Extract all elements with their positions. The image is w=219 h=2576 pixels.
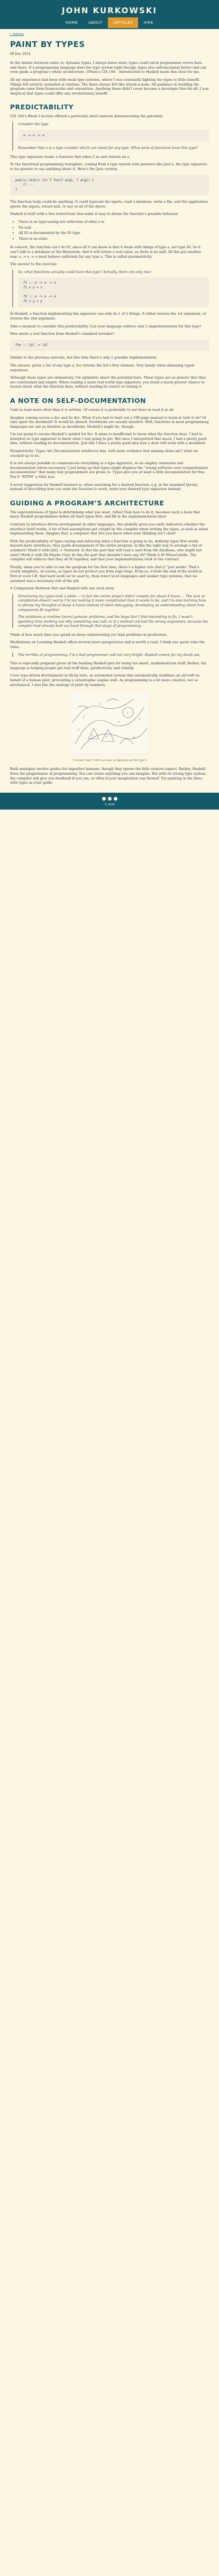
list-item: • All IO is documented by the IO type.	[19, 231, 209, 236]
article	[0, 32, 219, 785]
social-links	[0, 797, 219, 803]
quote-text: Remember that a is a type variable which can stand for any type. What sorts of functions have this type?	[18, 146, 198, 151]
restriction-list	[19, 220, 209, 241]
nav-home[interactable]: HOME	[66, 21, 78, 25]
svg-text:2: 2	[99, 702, 101, 706]
svg-text:6: 6	[133, 737, 135, 740]
paragraph: The answer: given a list of any type a, foo returns the list’s first element. Very handy when skimming typed sequences.	[10, 363, 194, 372]
code-block: foo :: [a] -> [a]	[10, 340, 209, 352]
list-item: • No null.	[19, 225, 209, 230]
github-icon[interactable]	[102, 797, 106, 801]
svg-text:3: 3	[91, 734, 93, 738]
paragraph: In Haskell, a function implementing this signature can only do 1 of 2 things. It either returns the 1st argument, or returns the 2nd argument.	[10, 312, 206, 321]
figure-caption: “A scenic view” (Off is as easy as figuring out the type”)	[72, 758, 147, 762]
paragraph: In concert, the function can’t do IO, since all it can know is that it deals with things of type a, not type IO. So it can’t talk to a database or the filesystem. And it will return a real value, as there is no null. All this put another way: a -> a -> a must behave uniformly for any type a. This is called parametricity.	[10, 245, 202, 259]
paragraph: Contrary to interface-driven development in other languages, this globally gives you early indicators whether the interface itself works. A lot of bad assumptions get caught by the compiler when writing the types, as well as when implementing them. Imagine that, a computer that lets you know when your thinking isn’t clear!	[10, 522, 208, 536]
paragraph: How about a real function from Haskell’s standard includes?	[10, 332, 115, 336]
quote-text: So, what functions actually could have this type? Actually, there are only two!	[18, 269, 152, 274]
section-heading: GUIDING A PROGRAM’S ARCHITECTURE	[10, 499, 165, 507]
paragraph: Although these types are elementary, I’m optimistic about the potential here. These types are so generic that they are constrained and simple. When reading a more real world type signature, you stand a much greater chance to reason about what the function does, without reading its source or testing it.	[10, 375, 206, 389]
paragraph: It is not always possible to communicate everything in a type signature, so do employ comments and documentation where necessary. I just bring up that types might displace the “wrong software over comprehensive documentation” that many lazy programmers are prone to. Types give you at least a little documentation for free. You’d “RTFM” a little less.	[10, 461, 208, 480]
svg-text:4: 4	[117, 721, 120, 725]
paint-by-numbers-image	[10, 691, 209, 756]
paragraph: Both analogies involve guides for imperfect humans, though they ignore the fully creative aspect. Rather, Haskell frees the programmer of programming. You can create anything you can imagine. But with its strong type system, the compiler will give you feedback if you can, or often if your imagination was flawed! Try painting in the lines, with types as your guide.	[10, 767, 207, 785]
svg-text:3: 3	[139, 718, 141, 722]
site-title[interactable]: JOHN KURKOWSKI	[61, 6, 157, 15]
quote-text: The problems at runtime [were] genuine problems, and the bugs that I find interesting to fix. I wasn’t spending time working out why something was null, or if a method call had the wrong arguments, because the compiler had already held my hand through that stage of programming.	[18, 615, 208, 628]
paragraph: The answer to the exercise:	[10, 262, 58, 267]
quote-text: Consider the type	[18, 121, 49, 126]
quote-text: The terrible at programming. I’m a bad programmer and not very bright. Haskell covers for my dumb ass.	[18, 652, 201, 657]
nav-articles[interactable]: ARTICLES	[108, 17, 138, 28]
rss-icon[interactable]	[114, 797, 117, 801]
intro-paragraph: In the debate between static vs. dynamic types, I always knew static types could catch programmer errors here and there. If a programming language does the type system right though, types also self-document better and can even guide a program’s whole architecture. UPenn’s CIS 194 – Introduction to Haskell made this clear for me.	[10, 61, 206, 74]
paragraph: Haskell is built with a few restrictions that make it easy to divine the function’s possible behavior.	[10, 212, 179, 217]
post-title: PAINT BY TYPES	[10, 39, 85, 49]
blockquote	[12, 653, 209, 657]
paragraph: I’m not going to excuse Haskell’s symbol for foo. It alone is insufficient to know what the function does. I had to interpret its type signature to know what I was going to get. But once I interpreted that much, I had a pretty good idea, without reading its documentation. Just like I have a pretty good idea how a door will work with a doorknob.	[10, 432, 207, 446]
code-block: a -> a -> a	[18, 130, 209, 142]
paragraph: Similar to the previous exercise, but this time there’s only 1 possible implementation.	[10, 355, 158, 360]
paragraph: A novel suggestion for Haskell learners is, when searching for a desired function, e.g. in the standard library, instead of describing how you want the function to work, enter your desired type signature instead.	[10, 482, 198, 492]
section-heading: A NOTE ON SELF-DOCUMENTATION	[10, 396, 147, 405]
paragraph: The expressiveness of types is determining what you want, rather than how to do it, becomes such a boon that many Haskell programmers define all their types first, and fill in the implementations later.	[10, 510, 200, 519]
quote-text: Structuring my types took a while — in fact the entire project didn’t compile for about 4 hours ... The lack of compilation doesn’t worry. I’m not making it more complicated than it needs to be, and I’m also learning how to phrase my thoughts in those 4 hours instead of when debugging, developing an understanding about how components fit together.	[18, 594, 206, 612]
paragraph: With the predictability of types saying and enforcing what a function is going to do, defining types first works beyond mere interfaces; they guide development of the entire program. Is this the right way to arrange a list of numbers? Mark it with [Int] -> Textured. Is this the part that will read a user from the database, who might not exist? Mark it with Db Maybe User. In this the part that shouldn’t have any IO? Mark it IO WhoeCandle. The compiler will enforce that they all fit together, and that your implementations stick to the contract.	[10, 539, 202, 562]
svg-text:5: 5	[106, 736, 108, 739]
paragraph: To the functional programming transplant, coming from a type system with generics like Java’s, the type signature is too generic to say anything about it. Here’s the Java version.	[10, 162, 207, 171]
blockquote	[12, 594, 209, 628]
paragraph: Think of how much time you spend on those uninteresting yet fatal problems in production.	[10, 632, 168, 637]
paragraph: Meditations on Learning Haskell offers several more perspectives and is worth a read. I think one quote wins the tome.	[10, 640, 205, 650]
list-item: • There is no typecasting nor reflection of what a is.	[19, 220, 209, 224]
paragraph: Take a moment to consider this predictability. Can your language enforce only 2 implementations for this type?	[10, 324, 202, 328]
blockquote	[12, 122, 209, 151]
paragraph: CIS 194’s Week 5 lecture offered a particular, brief exercise demonstrating the potential.	[10, 114, 163, 119]
copyright: © 2024	[104, 803, 115, 806]
paragraph: I love type-driven development so fly-by-wire, as automated system that automatically stabilizes an aircraft on behalf of a human pilot, preventing a catastrophic engine stall. As programming is a lot more creative, not so mechanical, I also like the analogy of paint by numbers.	[10, 673, 200, 687]
list-item: • There is no state.	[19, 237, 209, 241]
intro-paragraph: All my experience had been with weak type systems, where I was constantly fighting the types to little benefit. Things felt entirely eyeballed at runtime. The flaws always felt like whack-a-mole. All guidance in building the program came from frameworks and convention. Anything those didn’t cover became a developer free-for-all. I was skeptical that types could offer any revolutionary benefit.	[10, 77, 209, 96]
post-date: 08 Dec 2014	[10, 52, 31, 56]
code-block: public static <T> T foo(T arg1, T arg2) { // ... }	[10, 175, 209, 196]
paragraph: This type signature reads: a function that takes 2 as and returns an a.	[10, 154, 131, 159]
blockquote	[12, 270, 209, 308]
paragraph: Imagine coming across a doc and its doc. What if you had to hunt out a 100-page manual to learn to turn it on? Or take apart the doorknob? It would be absurd. Doorknobs are usually intuitive. Well, functions in most programming languages are not as intuitive as doorknobs. Haskell’s might be, though.	[10, 415, 209, 429]
paragraph: This is especially poignant given all the bashing Haskell gets for being too smart, mathematician stuff. Rather, the language is helping people get real stuff done, productively and reliably.	[10, 661, 207, 670]
main-nav	[0, 17, 219, 28]
svg-text:2: 2	[83, 716, 85, 719]
svg-text:7: 7	[78, 729, 80, 732]
nav-about[interactable]: ABOUT	[88, 21, 103, 25]
section-heading: PREDICTABILITY	[10, 103, 74, 111]
paragraph: The function body could do anything. It could typecast the inputs, read a database, write a file, exit the application, ignore the inputs, return null, or any or all of the above.	[10, 200, 209, 209]
site-footer	[0, 793, 219, 810]
paragraph: A Comparison Between Perl and Haskell tells one such story.	[10, 586, 115, 591]
paragraph: Finally, when you’re able to run the program for the first time, there’s a higher rate that it “just works” That’s overly simplistic, of course, as types do not protect you from logic bugs. Even so, it feels the end of the world in Perl or even C#, that hard work we’re used to, from lower level languages and weaker type systems, that we assumed was a necessary evil of the job.	[10, 565, 203, 583]
paragraph: Code is read more often than it is written. Of course it is preferable to not have to read it at all.	[10, 407, 175, 412]
nav-hire[interactable]: HIRE	[143, 21, 153, 25]
svg-text:1: 1	[127, 712, 129, 716]
paragraph: Parametricity: Types Are Documentation reinforces this, with more evidence that naming alone isn’t what we cracked up to be.	[10, 449, 198, 458]
back-to-articles-link[interactable]: « Articles	[10, 33, 24, 36]
twitter-icon[interactable]	[108, 797, 112, 801]
site-header	[0, 0, 219, 29]
code-block: f1 :: a -> a -> a f1 x y = x f2 :: a -> a -> a f2 x y = y	[18, 277, 209, 307]
